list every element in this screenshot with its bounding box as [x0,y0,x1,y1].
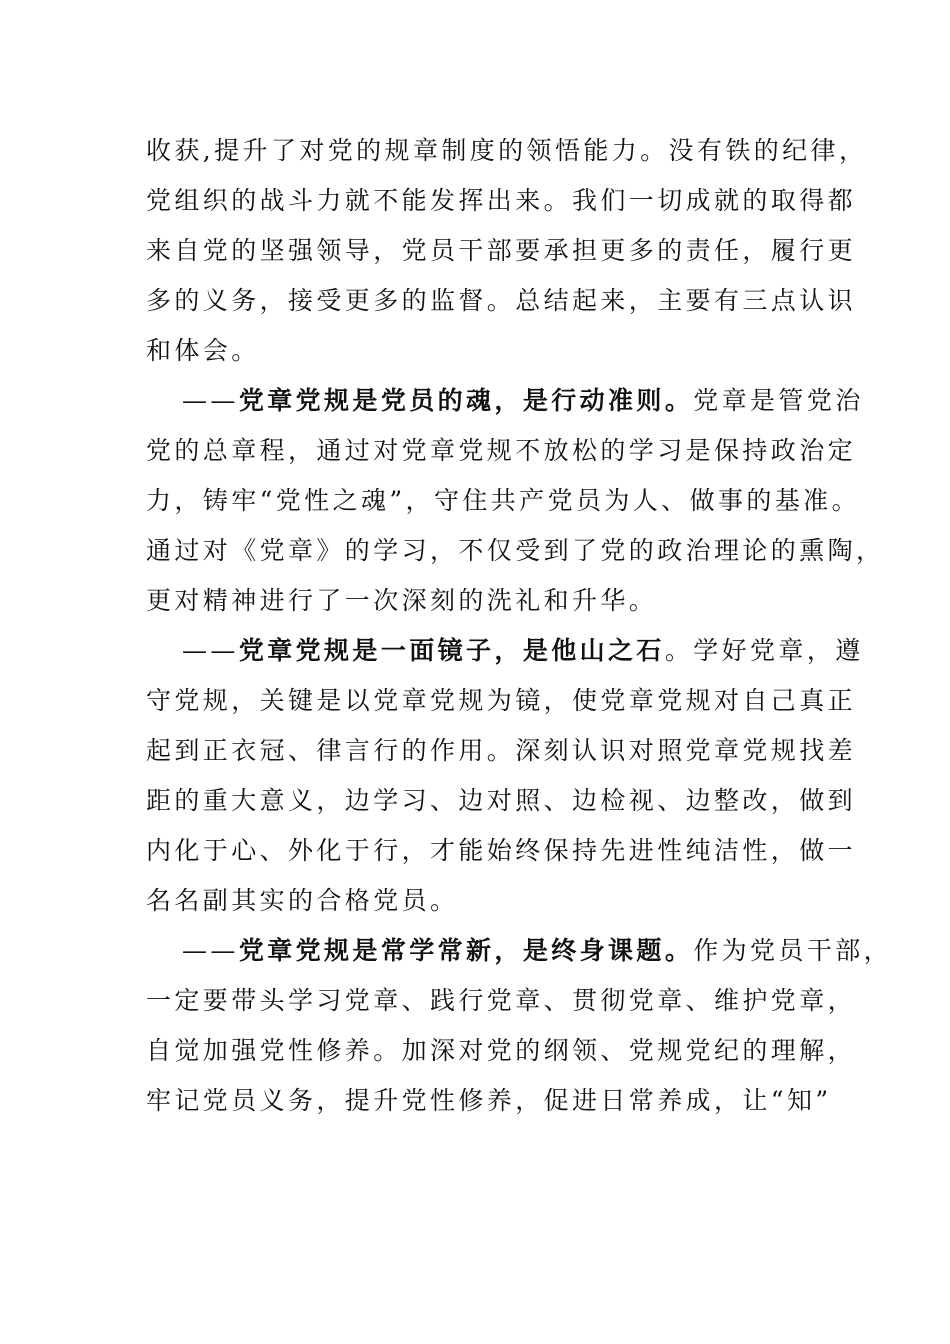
dash-lead: —— [182,386,239,415]
paragraph-first-line [146,926,893,976]
paragraph-text: 。学好党章，遵 [664,636,864,665]
bold-heading: 党章党规是党员的魂，是行动准则。 [238,386,694,415]
paragraph-text: 作为党员干部， [693,936,893,965]
document-body [146,126,893,1126]
text-line: 来自党的坚强领导，党员干部要承担更多的责任，履行更 [146,236,857,265]
paragraph-first-line [146,376,864,426]
text-line: 自觉加强党性修养。加深对党的纲领、党规党纪的理解， [146,1036,857,1065]
text-line: 一定要带头学习党章、践行党章、贯彻党章、维护党章， [146,986,857,1015]
text-line: 多的义务，接受更多的监督。总结起来，主要有三点认识 [146,286,857,315]
dash-lead: —— [182,636,239,665]
text-line: 守党规，关键是以党章党规为镜，使党章党规对自己真正 [146,686,857,715]
text-line: 收获,提升了对党的规章制度的领悟能力。没有铁的纪律， [146,136,868,165]
dash-lead: —— [182,936,239,965]
text-line: 距的重大意义，边学习、边对照、边检视、边整改，做到 [146,786,857,815]
text-line: 党的总章程，通过对党章党规不放松的学习是保持政治定 [146,436,857,465]
text-line: 更对精神进行了一次深刻的洗礼和升华。 [146,586,658,615]
text-line: 通过对《党章》的学习，不仅受到了党的政治理论的熏陶， [146,536,885,565]
text-line: 牢记党员义务，提升党性修养，促进日常养成，让“知” [146,1086,832,1115]
text-line: 力，铸牢“党性之魂”，守住共产党员为人、做事的基准。 [146,486,860,515]
text-line: 名名副其实的合格党员。 [146,886,459,915]
paragraph-first-line [146,626,864,676]
paragraph-text: 党章是管党治 [693,386,864,415]
text-line: 和体会。 [146,336,260,365]
text-line: 党组织的战斗力就不能发挥出来。我们一切成就的取得都 [146,186,857,215]
bold-heading: 党章党规是常学常新，是终身课题。 [238,936,694,965]
text-line: 内化于心、外化于行，才能始终保持先进性纯洁性，做一 [146,836,857,865]
bold-heading: 党章党规是一面镜子，是他山之石 [238,636,665,665]
text-line: 起到正衣冠、律言行的作用。深刻认识对照党章党规找差 [146,736,857,765]
